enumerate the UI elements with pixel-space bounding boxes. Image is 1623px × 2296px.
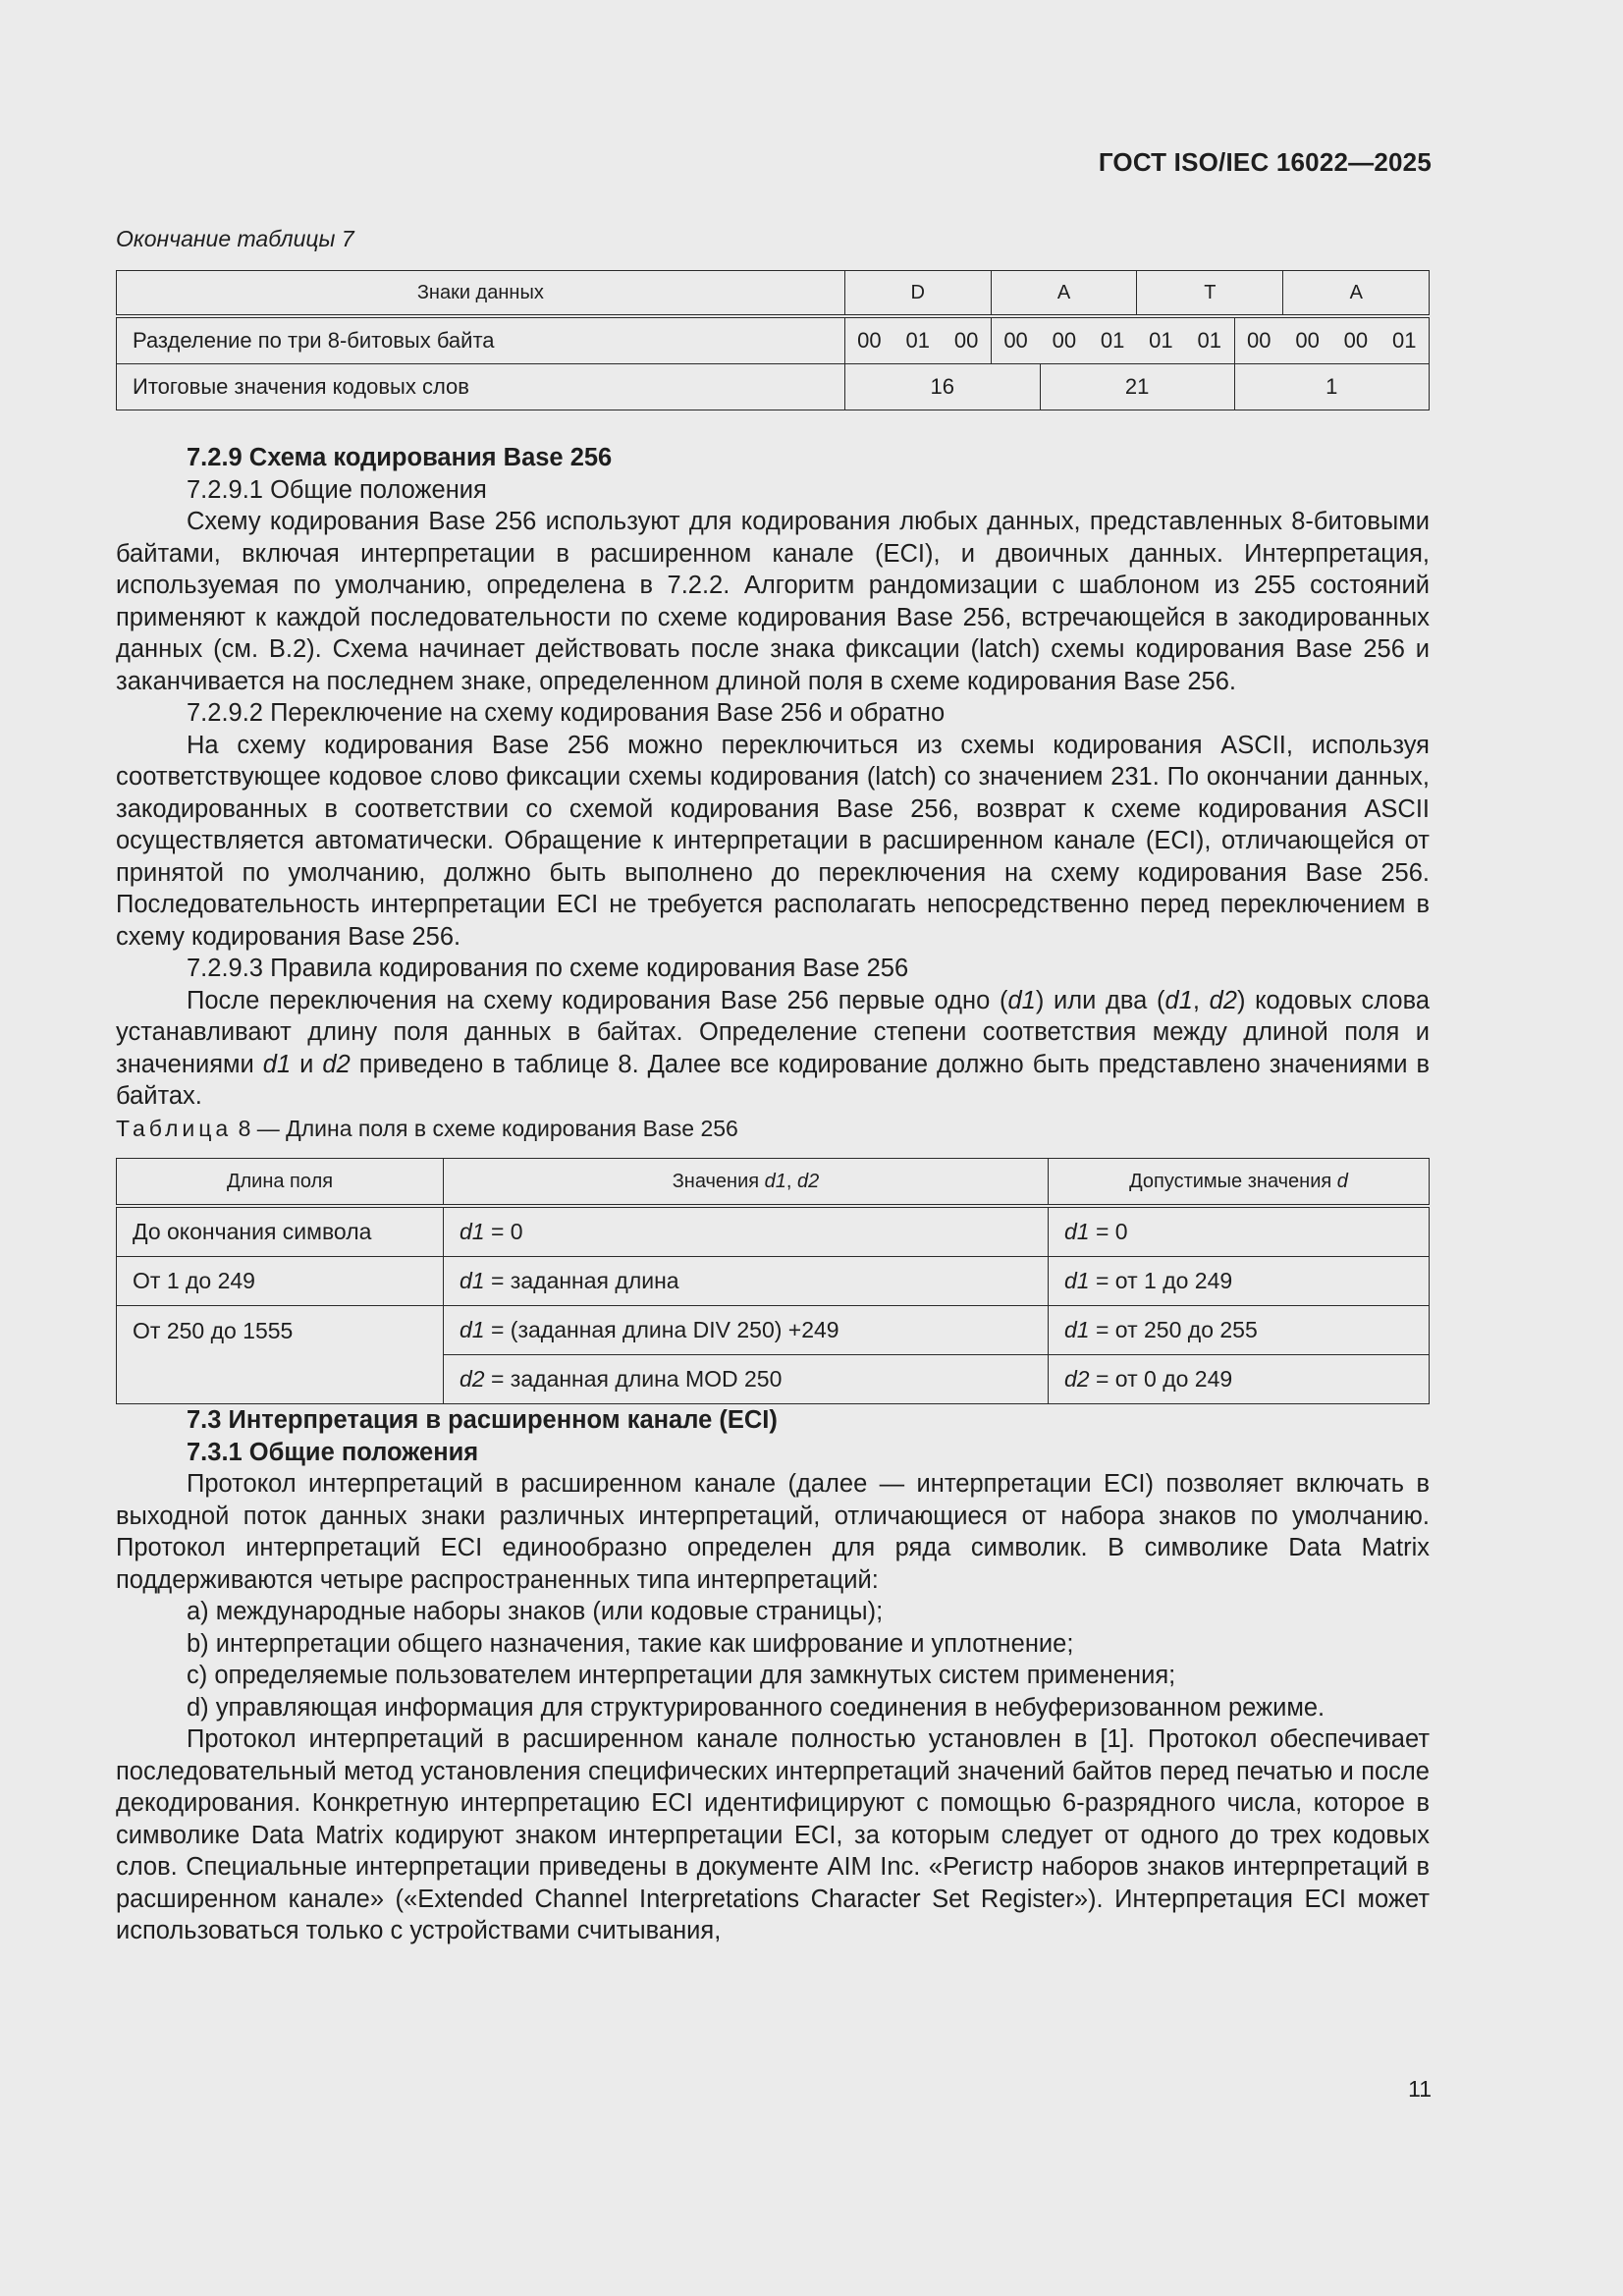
table8-caption-text: 8 — Длина поля в схеме кодирования Base 256	[232, 1115, 738, 1141]
variable-d1: d1	[1164, 986, 1193, 1014]
table-cell: 00	[844, 316, 893, 364]
table-cell	[1049, 1306, 1430, 1355]
variable-d2: d2	[797, 1170, 820, 1192]
text-run: приведено в таблице 8. Далее все кодирование должно быть представлено значениями в байтах.	[116, 1050, 1431, 1110]
table-row	[117, 364, 1430, 410]
text-run: ) кодовых слова устанавливают длину поля данных в байтах. Определение степени соответствия между длиной поля и значениями	[116, 986, 1431, 1078]
subsection-title: 7.2.9.2 Переключение на схему кодирования Base 256 и обратно	[187, 699, 946, 727]
table-cell: 01	[1380, 316, 1429, 364]
table-cell: До окончания символа	[117, 1206, 444, 1257]
text-run: и	[291, 1050, 323, 1078]
text-run: = 0	[484, 1219, 523, 1245]
table-row	[117, 316, 1430, 364]
table-header-cell	[1049, 1159, 1430, 1207]
text-run: ) или два (	[1035, 986, 1165, 1014]
text-run: = (заданная длина DIV 250) +249	[484, 1317, 839, 1343]
table-cell: 01	[1137, 316, 1185, 364]
table-cell	[1049, 1257, 1430, 1306]
table8-caption	[116, 1113, 1430, 1145]
table-header-cell: A	[1283, 271, 1430, 317]
list-item: b) интерпретации общего назначения, такие как шифрование и уплотнение;	[187, 1629, 1074, 1658]
table-row	[117, 1159, 1430, 1207]
section-heading: 7.2.9 Схема кодирования Base 256	[187, 444, 613, 471]
paragraph	[116, 985, 1430, 1113]
table-row	[117, 1206, 1430, 1257]
table-cell: 1	[1234, 364, 1429, 410]
table-cell: 16	[844, 364, 1040, 410]
section-heading: 7.3 Интерпретация в расширенном канале (ECI)	[187, 1406, 778, 1434]
paragraph: Протокол интерпретаций в расширенном канале полностью установлен в [1]. Протокол обеспечивает последовательный метод установления специфических интерпретаций значений байтов перед печатью и после декодирования. Конкретную интерпретацию ECI идентифицируют с помощью 6-разрядного числа, которое в символике Data Matrix кодируют знаком интерпретации ECI, за которым следует от одного до трех кодовых слов. Специальные интерпретации приведены в документе AIM Inc. «Регистр наборов знаков интерпретаций в расширенном канале» («Extended Channel Interpretations Character Set Register»). Интерпретация ECI может использоваться только с устройствами считывания,	[116, 1725, 1430, 1944]
table-cell: 00	[1283, 316, 1331, 364]
variable-d1: d1	[262, 1050, 292, 1078]
text-run: = от 1 до 249	[1089, 1268, 1233, 1294]
table-header-cell: Длина поля	[117, 1159, 444, 1207]
table-cell	[444, 1257, 1049, 1306]
subsection-heading: 7.3.1 Общие положения	[187, 1438, 479, 1466]
text-run: Допустимые значения	[1129, 1170, 1337, 1192]
table-cell: От 250 до 1555	[117, 1306, 444, 1404]
text-run: ,	[785, 1170, 798, 1192]
table-row	[117, 271, 1430, 317]
table-cell: 21	[1040, 364, 1234, 410]
table-header-cell: A	[991, 271, 1136, 317]
table-7	[116, 270, 1430, 410]
table-cell: 00	[991, 316, 1040, 364]
table-cell: 00	[1234, 316, 1283, 364]
variable-d2: d2	[1209, 986, 1237, 1014]
variable: d1	[460, 1268, 485, 1294]
paragraph: Схему кодирования Base 256 используют для кодирования любых данных, представленных 8-битовыми байтами, включая интерпретации в расширенном канале (ECI), и двоичных данных. Интерпретация, используемая по умолчанию, определена в 7.2.2. Алгоритм рандомизации с шаблоном из 255 состояний применяют к каждой последовательности по схеме кодирования Base 256, встречающейся в закодированных данных (см. В.2). Схема начинает действовать после знака фиксации (latch) схемы кодирования Base 256 и заканчивается на последнем знаке, определенном длиной поля в схеме кодирования Base 256.	[116, 508, 1430, 695]
variable-d2: d2	[322, 1050, 351, 1078]
table-header-cell: T	[1137, 271, 1283, 317]
table-cell: 00	[942, 316, 991, 364]
table-header-cell: Знаки данных	[117, 271, 845, 317]
table-header-cell: D	[844, 271, 991, 317]
table-cell	[444, 1355, 1049, 1404]
text-run: После переключения на схему кодирования Base 256 первые одно (	[187, 986, 1008, 1014]
table-cell: 01	[1089, 316, 1137, 364]
variable: d1	[460, 1317, 485, 1343]
variable: d1	[1064, 1268, 1090, 1294]
list-item: a) международные наборы знаков (или кодовые страницы);	[187, 1598, 884, 1625]
document-body	[116, 442, 1430, 1947]
text-run: = заданная длина	[484, 1268, 679, 1294]
table-cell: 00	[1331, 316, 1380, 364]
table-cell: 01	[893, 316, 942, 364]
table-cell: 01	[1185, 316, 1234, 364]
subsection-title: 7.2.9.3 Правила кодирования по схеме кодирования Base 256	[187, 955, 909, 982]
subsection-title: 7.2.9.1 Общие положения	[187, 475, 487, 504]
table-cell: От 1 до 249	[117, 1257, 444, 1306]
table-cell	[444, 1206, 1049, 1257]
variable: d1	[1064, 1219, 1090, 1245]
text-run: = от 250 до 255	[1089, 1317, 1258, 1343]
text-run: = 0	[1089, 1219, 1128, 1245]
table-row	[117, 1306, 1430, 1355]
table8-caption-word: Таблица	[116, 1115, 233, 1141]
table-cell: 00	[1040, 316, 1088, 364]
variable-d1: d1	[1007, 986, 1036, 1014]
text-run: Значения	[672, 1170, 765, 1192]
text-run: = от 0 до 249	[1089, 1366, 1233, 1393]
page-number: 11	[1408, 2076, 1432, 2102]
text-run: ,	[1192, 986, 1210, 1014]
variable: d1	[1064, 1317, 1090, 1343]
table-row	[117, 1257, 1430, 1306]
table-8	[116, 1158, 1430, 1404]
table-cell	[444, 1306, 1049, 1355]
table-cell: Итоговые значения кодовых слов	[117, 364, 845, 410]
table-cell: Разделение по три 8-битовых байта	[117, 316, 845, 364]
paragraph: На схему кодирования Base 256 можно переключиться из схемы кодирования ASCII, используя соответствующее кодовое слово фиксации схемы кодирования (latch) со значением 231. По окончании данных, закодированных в соответствии со схемой кодирования Base 256, возврат к схеме кодирования ASCII осуществляется автоматически. Обращение к интерпретации в расширенном канале (ECI), отличающейся от принятой по умолчанию, должно быть выполнено до переключения на схему кодирования Base 256. Последовательность интерпретации ECI не требуется располагать непосредственно перед переключением в схему кодирования Base 256.	[116, 731, 1430, 951]
variable: d2	[1064, 1366, 1090, 1393]
table7-caption: Окончание таблицы 7	[116, 226, 354, 251]
variable-d: d	[1336, 1170, 1348, 1192]
variable-d1: d1	[764, 1170, 786, 1192]
text-run: = заданная длина MOD 250	[484, 1366, 783, 1393]
document-id-header: ГОСТ ISO/IEC 16022—2025	[1098, 147, 1432, 177]
list-item: c) определяемые пользователем интерпретации для замкнутых систем применения;	[187, 1662, 1176, 1689]
table-cell	[1049, 1355, 1430, 1404]
table-header-cell	[444, 1159, 1049, 1207]
variable: d1	[460, 1219, 485, 1245]
variable: d2	[460, 1366, 485, 1393]
table-cell	[1049, 1206, 1430, 1257]
paragraph: Протокол интерпретаций в расширенном канале (далее — интерпретации ECI) позволяет включать в выходной поток данных знаки различных интерпретаций, отличающиеся от набора знаков по умолчанию. Протокол интерпретаций ECI единообразно определен для ряда символик. В символике Data Matrix поддерживаются четыре распространенных типа интерпретаций:	[116, 1470, 1430, 1594]
list-item: d) управляющая информация для структурированного соединения в небуферизованном режиме.	[187, 1693, 1325, 1722]
